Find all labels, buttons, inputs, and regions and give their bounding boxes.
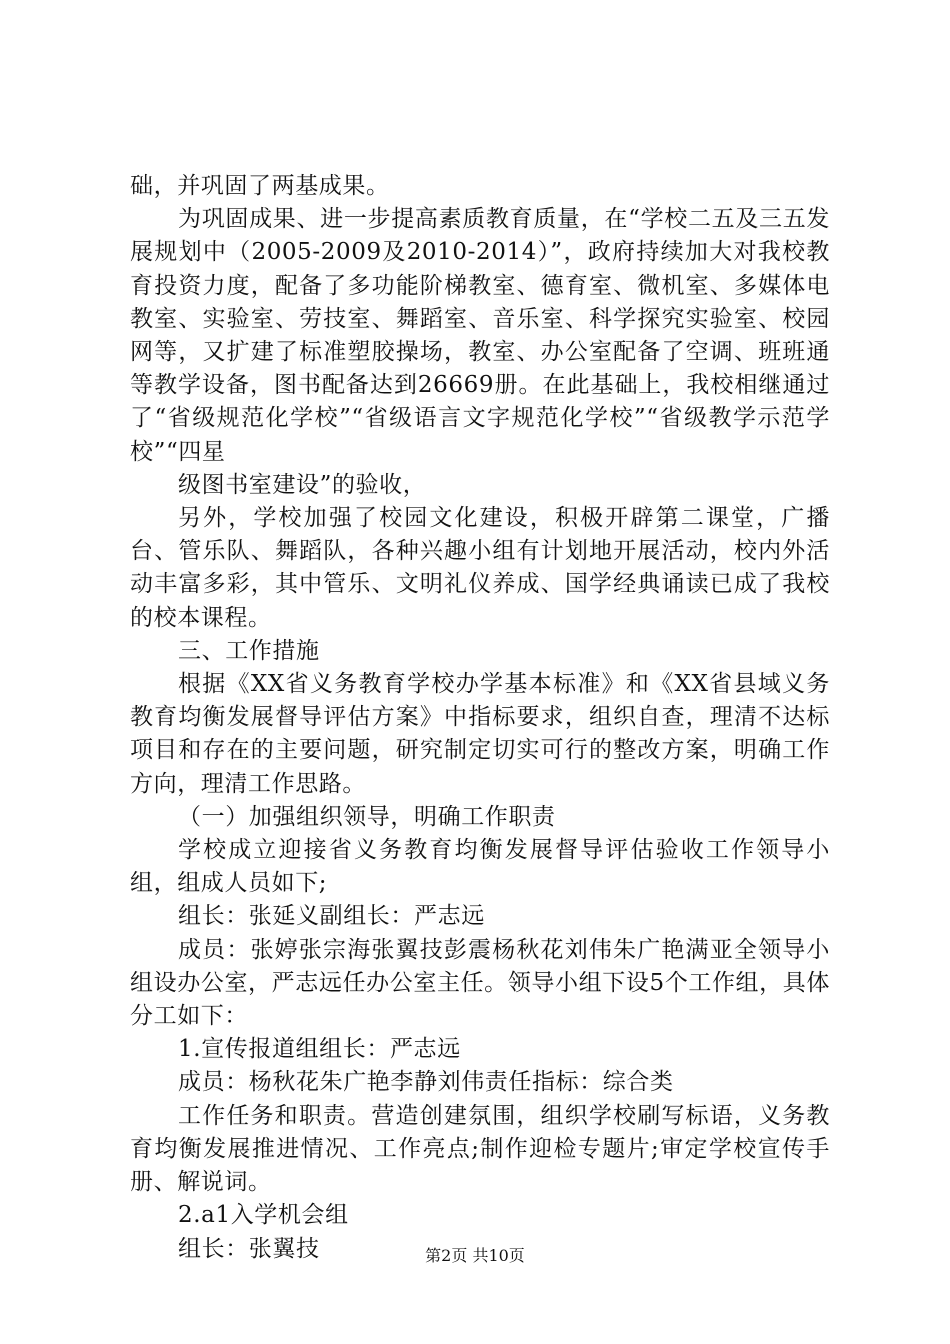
paragraph: 学校成立迎接省义务教育均衡发展督导评估验收工作领导小组，组成人员如下; <box>130 837 830 897</box>
paragraph: 级图书室建设”的验收， <box>178 471 427 498</box>
subsection-heading: （一）加强组织领导，明确工作职责 <box>178 803 556 830</box>
paragraph: 根据《XX省义务教育学校办学基本标准》和《XX省县域义务教育均衡发展督导评估方案》中指标要求，组织自查，理清不达标项目和存在的主要问题，研究制定切实可行的整改方案，明确工作方向，理清工作思路。 <box>130 671 830 797</box>
section-heading: 三、工作措施 <box>178 637 320 664</box>
paragraph: 成员：张婷张宗海张翼技彭震杨秋花刘伟朱广艳满亚全领导小组设办公室，严志远任办公室主任。领导小组下设5个工作组，具体分工如下： <box>130 936 830 1030</box>
paragraph: 1.宣传报道组组长：严志远 <box>178 1036 461 1063</box>
paragraph: 另外，学校加强了校园文化建设，积极开辟第二课堂，广播台、管乐队、舞蹈队，各种兴趣小组有计划地开展活动，校内外活动丰富多彩，其中管乐、文明礼仪养成、国学经典诵读已成了我校的校本课程。 <box>130 505 830 631</box>
paragraph: 为巩固成果、进一步提高素质教育质量，在“学校二五及三五发展规划中（2005-2009及2010-2014）”，政府持续加大对我校教育投资力度，配备了多功能阶梯教室、德育室、微机室、多媒体电教室、实验室、劳技室、舞蹈室、音乐室、科学探究实验室、校园网等，又扩建了标准塑胶操场，教室、办公室配备了空调、班班通等教学设备，图书配备达到26669册。在此基础上，我校相继通过了“省级规范化学校”“省级语言文字规范化学校”“省级教学示范学校”“四星 <box>130 206 830 465</box>
paragraph: 工作任务和职责。营造创建氛围，组织学校刷写标语，义务教育均衡发展推进情况、工作亮点;制作迎检专题片;审定学校宣传手册、解说词。 <box>130 1102 830 1196</box>
body-text <box>130 170 830 1266</box>
paragraph: 成员：杨秋花朱广艳李静刘伟责任指标：综合类 <box>178 1069 674 1096</box>
paragraph: 2.a1入学机会组 <box>178 1202 349 1229</box>
page-number: 第2页 共10页 <box>425 1246 525 1265</box>
paragraph: 础，并巩固了两基成果。 <box>130 173 390 199</box>
paragraph: 组长：张延义副组长：严志远 <box>178 903 485 930</box>
paragraph: 组长：张翼技 <box>178 1235 320 1262</box>
